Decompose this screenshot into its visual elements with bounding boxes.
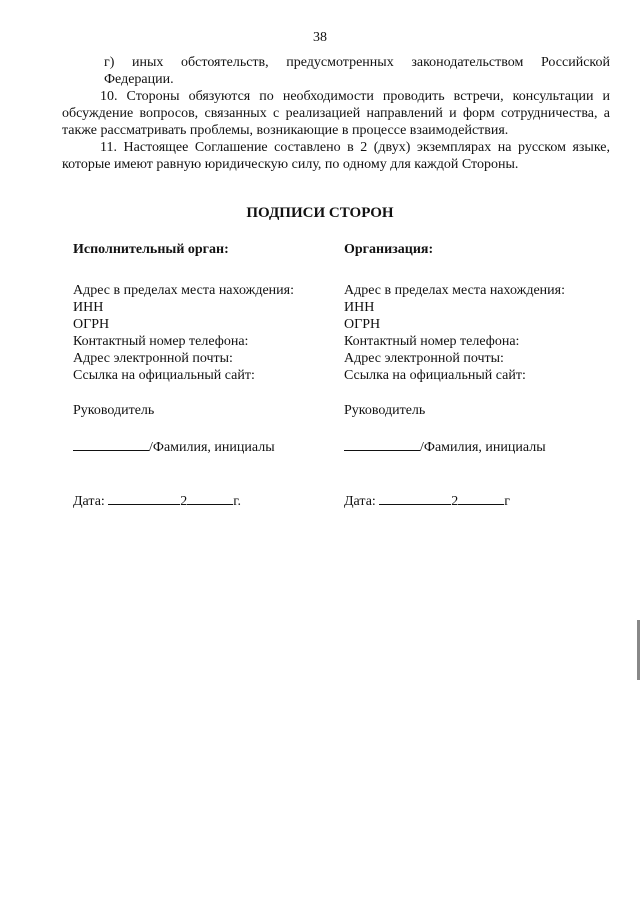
signatures-title: ПОДПИСИ СТОРОН <box>246 205 394 221</box>
body-text <box>62 54 610 173</box>
date-year-blank[interactable] <box>458 492 504 505</box>
phone-label: Контактный номер телефона: <box>344 334 520 349</box>
date-day-month-blank[interactable] <box>379 492 451 505</box>
date-year-prefix: 2 <box>451 494 459 509</box>
inn-label: ИНН <box>73 300 104 315</box>
signature-line <box>73 438 343 456</box>
address-label: Адрес в пределах места нахождения: <box>73 283 294 298</box>
date-year-suffix: г. <box>233 494 241 509</box>
phone-label: Контактный номер телефона: <box>73 334 249 349</box>
signature-column-executive <box>73 241 343 510</box>
column-heading: Исполнительный орган: <box>73 242 229 257</box>
date-day-month-blank[interactable] <box>108 492 180 505</box>
date-year-suffix: г <box>504 494 511 509</box>
email-label: Адрес электронной почты: <box>344 351 504 366</box>
ogrn-label: ОГРН <box>344 317 381 332</box>
signature-suffix: /Фамилия, инициалы <box>149 440 275 455</box>
signature-column-organization <box>344 241 614 510</box>
date-label: Дата: <box>73 494 105 509</box>
date-year-prefix: 2 <box>180 494 188 509</box>
paragraph-clause-g: г) иных обстоятельств, предусмотренных законодательством Российской Федерации. <box>104 55 610 87</box>
inn-label: ИНН <box>344 300 375 315</box>
website-label: Ссылка на официальный сайт: <box>344 368 526 383</box>
date-label: Дата: <box>344 494 376 509</box>
date-line <box>344 492 614 510</box>
signature-suffix: /Фамилия, инициалы <box>420 440 546 455</box>
paragraph-clause-11: 11. Настоящее Соглашение составлено в 2 (двух) экземплярах на русском языке, которые имеют равную юридическую силу, по одному для каждой Стороны. <box>62 140 610 172</box>
page-number: 38 <box>313 30 327 45</box>
head-label: Руководитель <box>73 403 155 418</box>
column-heading: Организация: <box>344 242 434 257</box>
ogrn-label: ОГРН <box>73 317 110 332</box>
signature-line <box>344 438 614 456</box>
date-year-blank[interactable] <box>187 492 233 505</box>
email-label: Адрес электронной почты: <box>73 351 233 366</box>
signature-blank[interactable] <box>344 438 420 451</box>
date-line <box>73 492 343 510</box>
website-label: Ссылка на официальный сайт: <box>73 368 255 383</box>
address-label: Адрес в пределах места нахождения: <box>344 283 565 298</box>
paragraph-clause-10: 10. Стороны обязуются по необходимости проводить встречи, консультации и обсуждение вопросов, связанных с реализацией направлений и форм сотрудничества, а также рассматривать проблемы, возникающие в процессе взаимодействия. <box>62 89 610 138</box>
head-label: Руководитель <box>344 403 426 418</box>
signature-blank[interactable] <box>73 438 149 451</box>
